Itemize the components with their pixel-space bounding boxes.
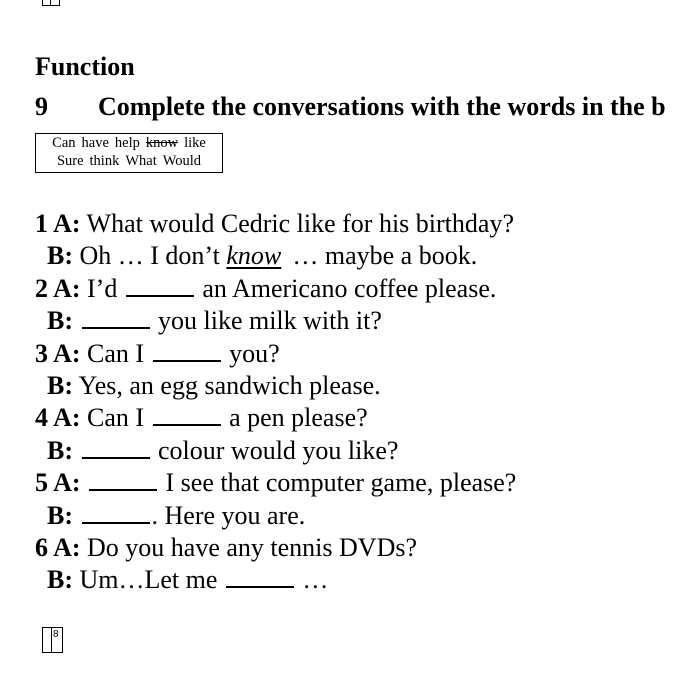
- speaker-label: [47, 371, 73, 400]
- dialogue-line: [35, 500, 700, 532]
- word-box-word: Would: [162, 153, 202, 169]
- dialogue-text: you like milk with it?: [151, 306, 382, 336]
- speaker-label: [47, 306, 73, 335]
- dialogue-text: you?: [222, 338, 280, 368]
- exercise-number: 9: [35, 92, 48, 121]
- answer-blank[interactable]: [126, 273, 194, 297]
- dialogue-text: . Here you are.: [151, 500, 306, 530]
- dialogue-line: [35, 208, 700, 240]
- answer-blank[interactable]: [153, 402, 221, 426]
- speaker-label: [35, 339, 81, 368]
- word-box-word: know: [145, 135, 179, 151]
- speaker-name: B:: [47, 500, 73, 530]
- dialogue-text: Can I: [87, 338, 151, 368]
- word-box: [35, 133, 223, 173]
- page-corner-mark: [42, 0, 60, 6]
- word-box-row-2: [36, 152, 222, 170]
- dialogue-text: What would Cedric like for his birthday?: [86, 209, 514, 238]
- speaker-name: B:: [47, 565, 73, 595]
- speaker-label: [35, 533, 81, 562]
- speaker-label: [47, 565, 73, 594]
- word-box-word: Sure: [56, 153, 84, 169]
- answer-blank[interactable]: [82, 500, 150, 524]
- answer-blank[interactable]: [89, 467, 157, 491]
- dialogue-text: an Americano coffee please.: [195, 273, 497, 303]
- line-number: 5: [35, 468, 48, 498]
- dialogue-text: Yes, an egg sandwich please.: [78, 370, 381, 400]
- answer-blank[interactable]: [82, 435, 150, 459]
- word-box-word: have: [81, 135, 109, 151]
- dialogue-line: [35, 338, 700, 370]
- dialogue-text: …: [295, 565, 329, 595]
- example-answer: know: [226, 241, 282, 271]
- dialogue-text: Do you have any tennis DVDs?: [87, 532, 418, 562]
- speaker-label: [35, 209, 81, 238]
- speaker-label: [35, 403, 81, 432]
- dialogue-line: [35, 467, 700, 499]
- speaker-name: A:: [53, 338, 81, 368]
- line-number: 2: [35, 273, 48, 303]
- dialogue-text: I’d: [87, 273, 124, 303]
- dialogue-text: colour would you like?: [151, 435, 399, 465]
- dialogue-line: [35, 564, 700, 596]
- section-title: Function: [35, 52, 135, 81]
- speaker-label: [35, 274, 81, 303]
- line-number: 4: [35, 403, 48, 433]
- dialogue-text: … maybe a book.: [292, 241, 478, 271]
- word-box-row-1: [36, 134, 222, 152]
- page-number: 8: [53, 629, 59, 640]
- speaker-label: [47, 501, 73, 530]
- speaker-name: B:: [47, 306, 73, 336]
- answer-blank[interactable]: [153, 338, 221, 362]
- speaker-name: B:: [47, 370, 73, 400]
- line-number: 3: [35, 338, 48, 368]
- speaker-name: B:: [47, 435, 73, 465]
- dialogue-line: [35, 435, 700, 467]
- conversation-list: [35, 208, 700, 597]
- speaker-name: B:: [47, 241, 73, 271]
- dialogue-line: [35, 532, 700, 564]
- dialogue-text: Um…Let me: [79, 565, 224, 595]
- word-box-word: Can: [52, 135, 76, 151]
- dialogue-text: Oh … I don’t: [79, 241, 227, 271]
- speaker-name: A:: [53, 209, 81, 238]
- speaker-label: [47, 436, 73, 465]
- dialogue-line: [35, 402, 700, 434]
- word-box-word: think: [89, 153, 120, 169]
- speaker-label: [35, 468, 81, 497]
- exercise-instruction: Complete the conversations with the words in the b: [98, 92, 666, 121]
- speaker-name: A:: [53, 532, 81, 562]
- answer-blank[interactable]: [226, 564, 294, 588]
- dialogue-line: [35, 273, 700, 305]
- exercise-heading: [35, 92, 666, 122]
- dialogue-text: Can I: [87, 403, 151, 433]
- word-box-word: help: [114, 135, 140, 151]
- dialogue-text: a pen please?: [222, 403, 368, 433]
- speaker-label: [47, 241, 73, 270]
- dialogue-text: I see that computer game, please?: [159, 468, 517, 498]
- speaker-name: A:: [53, 273, 81, 303]
- speaker-name: A:: [53, 468, 81, 498]
- word-box-word: What: [125, 153, 157, 169]
- word-box-word: like: [184, 135, 206, 151]
- dialogue-line: [35, 305, 700, 337]
- page-number-badge: [42, 627, 63, 653]
- line-number: 1: [35, 209, 48, 238]
- answer-blank[interactable]: [82, 305, 150, 329]
- dialogue-line: [35, 370, 700, 402]
- speaker-name: A:: [53, 403, 81, 433]
- dialogue-line: [35, 240, 700, 272]
- line-number: 6: [35, 532, 48, 562]
